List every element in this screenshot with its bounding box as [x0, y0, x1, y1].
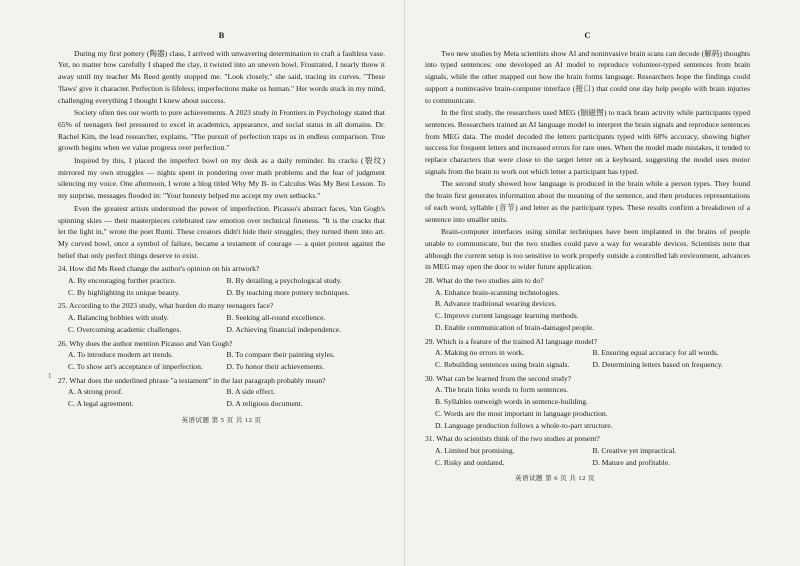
- answer-option: A. Limited but promising.: [435, 445, 515, 455]
- answer-option: C. Risky and outdated.: [435, 457, 505, 467]
- page-6-column: [425, 30, 750, 485]
- answer-option: A. The brain links words to form sentences.: [435, 385, 568, 395]
- answer-option: C. Rebuilding sentences using brain signals.: [435, 359, 570, 369]
- answer-option: A. Balancing hobbies with study.: [68, 313, 169, 323]
- question-stem: 29. Which is a feature of the trained AI language model?: [425, 336, 598, 346]
- question-29: [425, 336, 750, 371]
- passage-paragraph: In the first study, the researchers used MEG (脑磁图) to track brain activity while participants typed sentences. Researchers trained an AI language model to interpret the brain signals and reproduce sentences from MEG data. The model decoded the letters participants typed with 68% accuracy, showing higher success for frequent letters and increased errors for rare ones. When the model made mistakes, it tended to replace characters that were close to the target letter on a keyboard, suggesting the model uses motor signals from the brain to work out which letter a participant has typed.: [425, 108, 750, 176]
- answer-option: D. Mature and profitable.: [592, 457, 670, 467]
- question-stem: 24. How did Ms Reed change the author's opinion on his artwork?: [58, 264, 260, 274]
- question-27: [58, 375, 385, 410]
- answer-option: B. To compare their painting styles.: [226, 350, 335, 360]
- question-stem: 25. According to the 2023 study, what burden do many teenagers face?: [58, 301, 274, 311]
- answer-option: B. By detailing a psychological study.: [226, 276, 342, 286]
- answer-option: D. To honor their achievements.: [226, 361, 325, 371]
- answer-option: C. Words are the most important in language production.: [435, 408, 608, 418]
- question-stem: 31. What do scientists think of the two studies at present?: [425, 434, 600, 444]
- page-fold: [404, 0, 405, 566]
- passage-b: [58, 48, 385, 262]
- question-stem: 30. What can be learned from the second study?: [425, 373, 571, 383]
- passage-paragraph: Inspired by this, I placed the imperfect bowl on my desk as a daily reminder. Its cracks (裂纹) mirrored my own struggles — nights spent in pondering over math problems and the fear of judgment silencing my voice. One afternoon, I wrote a blog titled Why My B- in Calculus Was My Best Lesson. To my surprise, messages flooded in: "Your honesty helped me accept my own setbacks.": [58, 156, 385, 201]
- question-31: [425, 433, 750, 468]
- answer-option: C. Improve current language learning methods.: [435, 311, 579, 321]
- question-26: [58, 338, 385, 373]
- answer-option: D. Language production follows a whole-to-part structure.: [435, 420, 613, 430]
- margin-mark: 1: [48, 372, 52, 380]
- question-stem: 26. Why does the author mention Picasso and Van Gogh?: [58, 338, 233, 348]
- question-28: [425, 275, 750, 334]
- passage-paragraph: The second study showed how language is produced in the brain while a person types. They found the brain first generates information about the meaning of the sentence, and then produces representations of each word, syllable (音节) and letter as the participant types. These results confirm a breakdown of a sentence into smaller units.: [425, 179, 750, 224]
- section-b-title: B: [218, 30, 225, 40]
- question-25: [58, 300, 385, 335]
- answer-option: B. Advance traditional wearing devices.: [435, 299, 557, 309]
- answer-option: A. Making no errors in work.: [435, 348, 525, 358]
- question-24: [58, 263, 385, 298]
- passage-paragraph: Society often ties our worth to pure achievements. A 2023 study in Frontiers in Psychology stated that 65% of teenagers feel pressured to excel in academics, appearance, and social status in all domains. Dr. Rachel Kim, the lead researcher, explains, "The pursuit of perfection traps us in endless comparison. True growth begins when we value progress over perfection.": [58, 108, 385, 153]
- answer-option: D. Enable communication of brain-damaged people.: [435, 322, 595, 332]
- answer-option: C. To show art's acceptance of imperfection.: [68, 361, 203, 371]
- answer-option: A. By encouraging further practice.: [68, 276, 176, 286]
- answer-option: B. Ensuring equal accuracy for all words.: [592, 348, 719, 358]
- answer-option: A. A strong proof.: [68, 387, 124, 397]
- answer-option: D. By teaching more pottery techniques.: [226, 287, 350, 297]
- answer-option: A. To introduce modern art trends.: [68, 350, 173, 360]
- section-c-title: C: [584, 30, 591, 40]
- question-stem: 27. What does the underlined phrase "a testament" in the last paragraph probably mean?: [58, 375, 326, 385]
- answer-option: C. A legal agreement.: [68, 399, 134, 409]
- answer-option: D. A religious document.: [226, 399, 303, 409]
- passage-paragraph: Brain-computer interfaces using similar techniques have been implanted in the brains of people unable to communicate, but the two studies could pave a way for wearable devices. Scientists note that although the current setup is too sensitive to work properly outside a controlled lab environment, advances in MEG may open the door to wider future application.: [425, 227, 750, 272]
- answer-option: C. By highlighting its unique beauty.: [68, 287, 180, 297]
- page-footer: 英语试题 第 5 页 共 12 页: [181, 416, 262, 424]
- answer-option: B. A side effect.: [226, 387, 276, 397]
- passage-paragraph: Two new studies by Meta scientists show AI and noninvasive brain scans can decode (解码) thoughts into typed sentences: one developed an AI model to reproduce volunteer-typed sentences from brain signals, while the other mapped out how the brain forms language. Researchers hope the findings could support a noninvasive brain-computer interface (接口) that could one day help people with brain injuries to communicate.: [425, 48, 750, 105]
- answer-option: D. Determining letters based on frequency.: [592, 359, 723, 369]
- question-stem: 28. What do the two studies aim to do?: [425, 276, 544, 286]
- page-footer: 英语试题 第 6 页 共 12 页: [515, 475, 595, 483]
- answer-option: A. Enhance brain-scanning technologies.: [435, 287, 560, 297]
- question-30: [425, 373, 750, 432]
- answer-option: D. Achieving financial independence.: [226, 324, 341, 334]
- passage-paragraph: Even the greatest artists understood the power of imperfection. Picasso's abstract faces, Van Gogh's spinning skies — their masterpieces celebrated raw emotion over technical fineness. "It is the cracks that let the light in," wrote the poet Rumi. These creators didn't hide their struggles; they turned them into art. My curved bowl, once a symbol of failure, became a testament of courage — a quiet protest against the belief that only perfect things deserve to exist.: [58, 203, 385, 260]
- answer-option: B. Seeking all-round excellence.: [226, 313, 326, 323]
- page-5-column: [58, 30, 385, 427]
- answer-option: B. Syllables outweigh words in sentence-building.: [435, 397, 588, 407]
- passage-paragraph: During my first pottery (陶器) class, I arrived with unwavering determination to craft a faultless vase. Yet, no matter how carefully I shaped the clay, it twisted into an uneven bowl. Frustrated, I nearly threw it away until my teacher Ms Reed gently stopped me. "Look closely," she said, tracing its curves. "These 'flaws' give it character. Perfection is lifeless; imperfections make us human." Her words stuck in my mind, challenging everything I thought I knew about success.: [58, 48, 385, 105]
- passage-c: [425, 48, 750, 273]
- answer-option: C. Overcoming academic challenges.: [68, 324, 182, 334]
- answer-option: B. Creative yet impractical.: [592, 445, 677, 455]
